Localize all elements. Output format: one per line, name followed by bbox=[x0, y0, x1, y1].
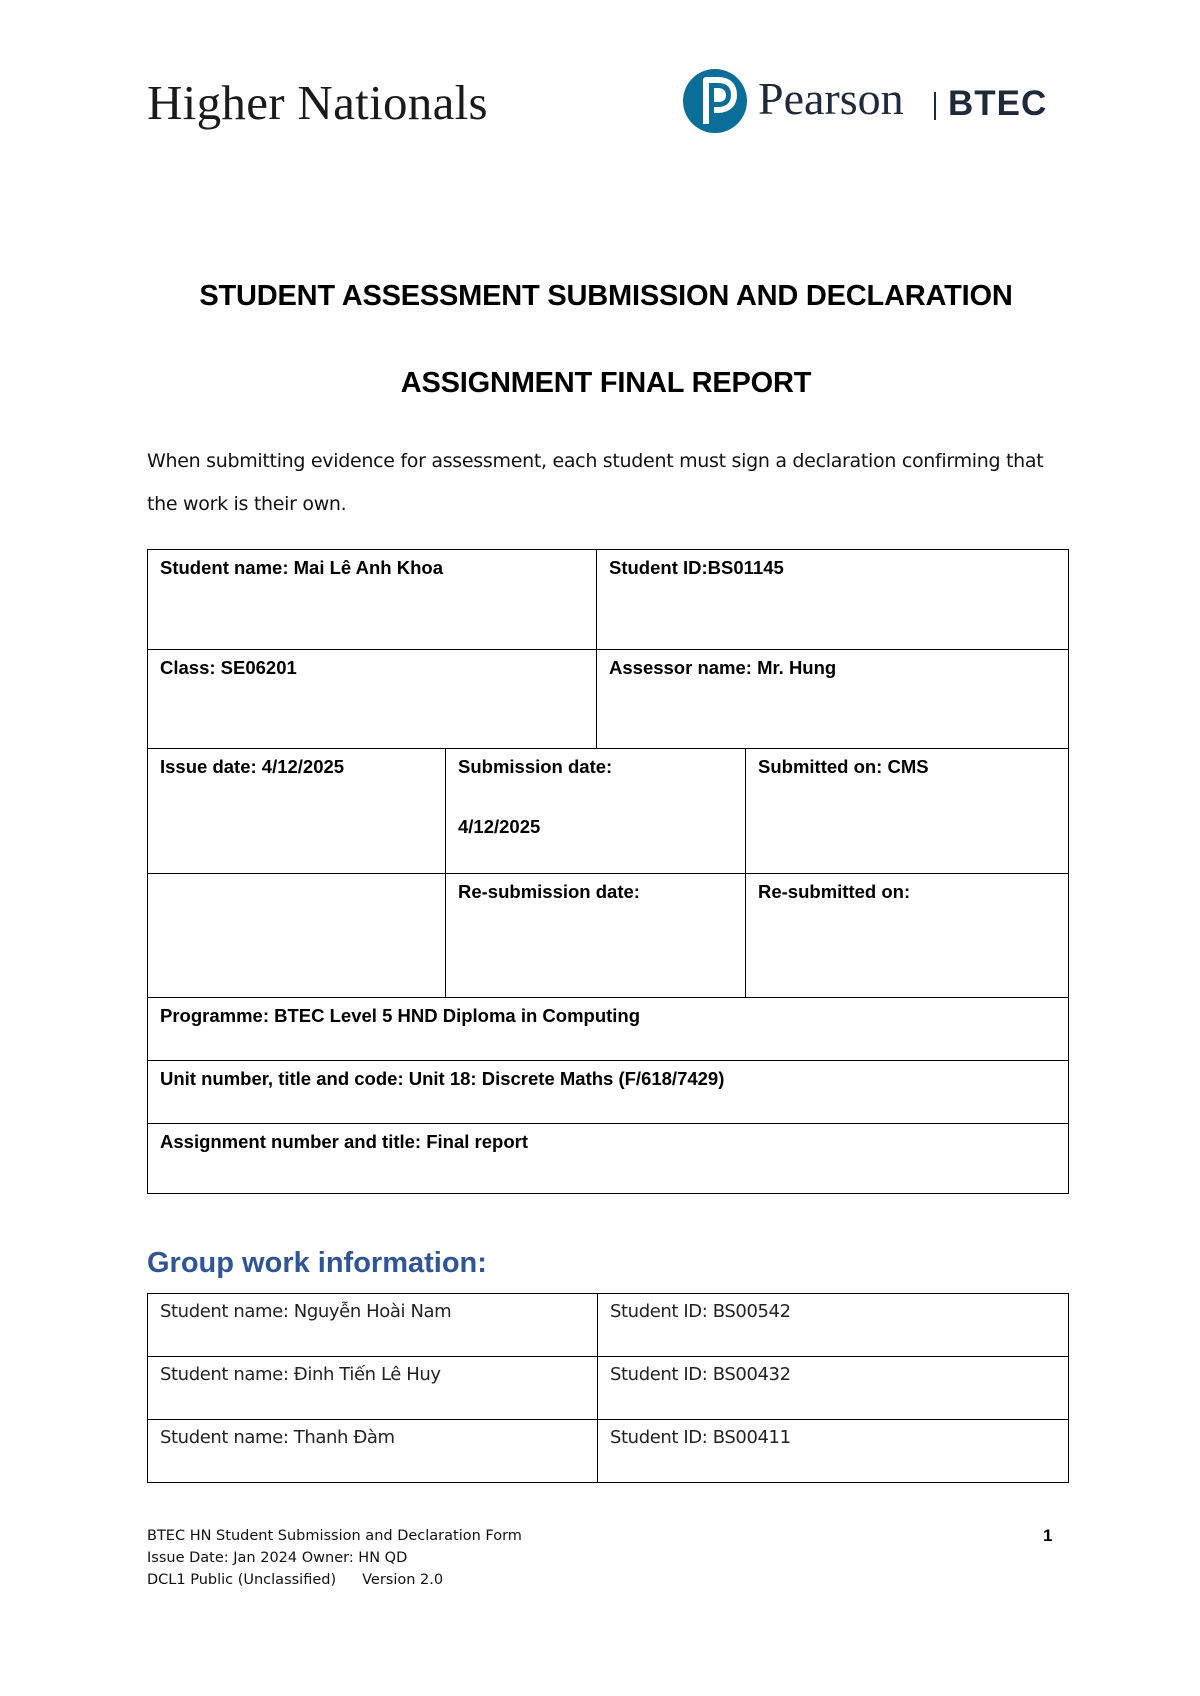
table-row bbox=[148, 1061, 1069, 1124]
footer-classification: DCL1 Public (Unclassified) bbox=[147, 1572, 337, 1588]
footer-version: Version 2.0 bbox=[362, 1572, 444, 1588]
table-row bbox=[148, 749, 1069, 874]
table-row bbox=[148, 998, 1069, 1061]
document-subtitle: ASSIGNMENT FINAL REPORT bbox=[400, 367, 812, 399]
declaration-intro: When submitting evidence for assessment, each student must sign a declaration confirming that the work is their own. bbox=[147, 450, 1044, 515]
btec-wordmark: BTEC bbox=[948, 84, 1048, 123]
pearson-wordmark: Pearson bbox=[758, 73, 904, 124]
class-cell: Class: SE06201 bbox=[148, 650, 597, 749]
member-name-cell: Student name: Nguyễn Hoài Nam bbox=[148, 1294, 598, 1357]
footer-form-name: BTEC HN Student Submission and Declaration Form bbox=[147, 1528, 522, 1544]
assessor-cell: Assessor name: Mr. Hung bbox=[597, 650, 1069, 749]
submission-date-label: Submission date: bbox=[458, 756, 613, 777]
issue-date-cell: Issue date: 4/12/2025 bbox=[148, 749, 446, 874]
page-header bbox=[0, 0, 1200, 160]
resubmission-date-cell: Re-submission date: bbox=[446, 874, 746, 998]
unit-cell: Unit number, title and code: Unit 18: Discrete Maths (F/618/7429) bbox=[148, 1061, 1069, 1124]
table-row bbox=[148, 1124, 1069, 1194]
submission-date-cell bbox=[446, 749, 746, 874]
table-row bbox=[148, 874, 1069, 998]
resubmitted-on-cell: Re-submitted on: bbox=[746, 874, 1069, 998]
member-id-cell: Student ID: BS00542 bbox=[598, 1294, 1069, 1357]
empty-cell bbox=[148, 874, 446, 998]
footer-issue-owner: Issue Date: Jan 2024 Owner: HN QD bbox=[147, 1550, 408, 1566]
table-row bbox=[148, 1357, 1069, 1420]
student-id-cell: Student ID:BS01145 bbox=[597, 550, 1069, 650]
group-work-heading: Group work information: bbox=[147, 1247, 487, 1279]
table-row bbox=[148, 550, 1069, 650]
submitted-on-cell: Submitted on: CMS bbox=[746, 749, 1069, 874]
student-name-cell: Student name: Mai Lê Anh Khoa bbox=[148, 550, 597, 650]
member-id-cell: Student ID: BS00411 bbox=[598, 1420, 1069, 1483]
group-work-table bbox=[147, 1293, 1069, 1483]
table-row bbox=[148, 1420, 1069, 1483]
page-number: 1 bbox=[1043, 1526, 1053, 1545]
page-footer bbox=[147, 1525, 522, 1591]
assignment-cell: Assignment number and title: Final report bbox=[148, 1124, 1069, 1194]
higher-nationals-title: Higher Nationals bbox=[147, 75, 488, 130]
pearson-p-icon bbox=[682, 66, 748, 136]
submission-form-table bbox=[147, 549, 1069, 1194]
member-name-cell: Student name: Thanh Đàm bbox=[148, 1420, 598, 1483]
member-name-cell: Student name: Đinh Tiến Lê Huy bbox=[148, 1357, 598, 1420]
table-row bbox=[148, 650, 1069, 749]
submission-date-value: 4/12/2025 bbox=[458, 816, 541, 838]
table-row bbox=[148, 1294, 1069, 1357]
member-id-cell: Student ID: BS00432 bbox=[598, 1357, 1069, 1420]
logo-divider bbox=[934, 92, 936, 120]
footer-classification-line bbox=[147, 1569, 522, 1591]
programme-cell: Programme: BTEC Level 5 HND Diploma in Computing bbox=[148, 998, 1069, 1061]
document-title: STUDENT ASSESSMENT SUBMISSION AND DECLARATION bbox=[199, 280, 1013, 312]
